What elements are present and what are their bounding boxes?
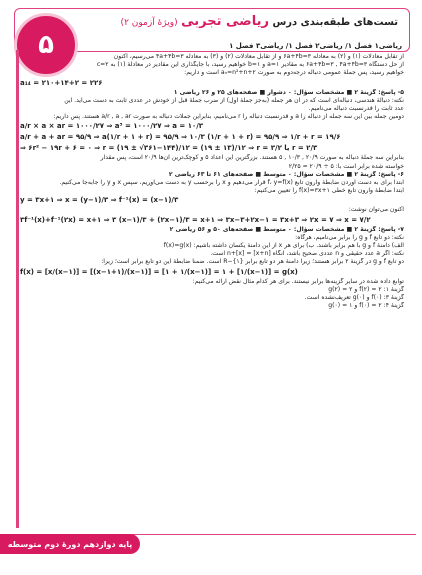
formula-line: a/r + a + ar = ۹۵/۹ ⇒ a(۱/r + ۱ + r) = ۹۵/۹ ⇒ ۱۰/۳ (۱/r + ۱ + r) = ۹۵/۹ ⇒ ۱/r + r = ۱۹/۶ — [20, 133, 341, 142]
formula-line: a/r × a × ar = ۱۰۰۰/۲۷ ⇒ a³ = ۱۰۰۰/۲۷ ⇒ a = ۱۰/۳ — [20, 122, 204, 131]
answer-heading: ۵- پاسخ: گزینهٔ ۲ ■ مشخصات سؤال: ۰ دشوار ■ صفحه‌های ۲۵ و ۲۶ ریاضی ۱ — [173, 88, 404, 96]
side-accent-bar — [16, 50, 19, 528]
formula-line: y = ۳x+۱ ⇒ x = (y−۱)/۳ ⇒ f⁻¹(x) = (x−۱)/۳ — [20, 196, 179, 205]
answer-heading: ۶- پاسخ: گزینهٔ ۲ ■ مشخصات سؤال: ۰ متوسط ■ صفحه‌های ۶۱ تا ۶۳ ریاضی ۲ — [168, 170, 404, 178]
text-line: اکنون می‌توان نوشت: — [348, 206, 404, 214]
text-line: بنابراین سه جملهٔ دنباله به صورت ۲۰/۹ , ۱۰/۳ , ۵ هستند. بزرگترین این اعداد ۵ و کوچک‌ترین آن‌ها ۲۰/۹ است، پس مقدار — [100, 154, 404, 162]
grade-footer: پایه‌ دوازدهم دورهٔ دوم متوسطه — [0, 534, 140, 554]
breadcrumb: ریاضی۱ فصل ۱/ ریاضی۲ فصل ۱/ ریاضی۳ فصل ۱ — [229, 42, 402, 50]
answer-heading: ۷- پاسخ: گزینهٔ ۲ ■ مشخصات سؤال: ۰ متوسط ■ صفحه‌های ۵۰ و ۵۶ ریاضی ۲ — [169, 225, 404, 233]
text-line: دومین جمله بین این سه جمله از دنباله را a و قدرنسبت دنباله را r می‌نامیم، بنابراین جملات دنباله به صورت a/r , a , ar هستند. پس داریم: — [53, 113, 404, 121]
text-line: گزینهٔ ۳: f(۰) و g(۰) تعریف‌نشده است. — [304, 294, 404, 302]
page-number-badge: ۵ — [14, 13, 78, 77]
formula-line: a₁₄ = ۲۱۰+۱۴+۲ = ۲۲۶ — [20, 78, 103, 87]
text-line: الف) دامنهٔ f و g با هم برابر باشند. ب) برای هر x از این دامنهٔ یکسان داشته باشیم: f(x)=g(x) — [163, 242, 404, 250]
text-line: خواهیم رسید، پس جملهٔ عمومی دنباله درجه‌دوم به صورت aₙ=n²+n+۲ است و داریم: — [184, 69, 404, 77]
text-line: دو تابع f و g در گزینهٔ ۲ برابر هستند؛ زیرا دامنهٔ هر دو تابع برابر R−{۱} است. ضمناً ضابطهٔ این دو تابع برابر است؛ زیرا: — [101, 258, 404, 266]
title-prefix: تست‌های طبقه‌بندی درس — [272, 17, 398, 28]
text-line: گزینهٔ ۱: f(۲) = ۲ و g(۲) = ۲ — [328, 285, 404, 293]
text-line: ابتدا ضابطهٔ وارون تابع خطی f(x)=۳x+۱ را تعیین می‌کنیم: — [254, 187, 404, 195]
text-line: از تقابل معادلات (۱) و (۲) به معادله ۶a+۴b=۳ و از تقابل معادلات (۲) و (۳) به معادله ۴a+۴b=۳ می‌رسیم، اکنون — [113, 53, 404, 60]
text-line: از حل دستگاه ۶a+۴b=۳ , ۴a+۴b=۳ به مقادیر ۱=a و ۱=b خواهیم رسید، با جایگذاری این مقادیر در معادلهٔ (۱) به c=۲ — [96, 61, 404, 69]
text-line: ابتدا برای به دست آوردن ضابطهٔ وارون تابع f، y=f(x) قرار می‌دهیم و x را برحسب y به دست می‌آوریم، سپس x و y را جابه‌جا می‌کنیم. — [59, 179, 404, 187]
text-line: توابع داده شده در سایر گزینه‌ها برابر نیستند. برای هر کدام مثال نقض ارائه می‌کنیم: — [192, 277, 404, 285]
formula-line: ۳f⁻¹(x)+f⁻¹(۲x) = x+۱ ⇒ ۳ (x−۱)/۳ + (۲x−۱)/۳ = x+۱ ⇒ ۳x−۳+۲x−۱ = ۳x+۳ ⇒ ۲x = ۷ ⇒ x = ۷/۲ — [20, 215, 371, 224]
text-line: گزینهٔ ۴: f(۰) = ۲ و g(۰) = ۱ — [328, 302, 404, 310]
text-line: نکته: دو تابع f و g را برابر می‌نامیم، هرگاه: — [295, 233, 404, 241]
formula-line: ⇒ ۶r² − ۱۹r + ۶ = ۰ ⇒ r = (۱۹ ± √۳۶۱−۱۴۴)/۱۲ = (۱۹ ± ۱۳)/۱۲ ⇒ r = ۳/۲ یا r = ۲/۳ — [20, 144, 318, 153]
formula-line: f(x) = [x/(x−۱)] = [(x−۱+۱)/(x−۱)] = [۱ + ۱/(x−۱)] = ۱ + [۱/(x−۱)] = g(x) — [20, 267, 298, 276]
text-line: عدد ثابت را قدرنسبت دنباله می‌نامیم. — [308, 105, 404, 113]
title-subtitle: (ویژهٔ آزمون ۲) — [120, 18, 178, 28]
solutions-content — [20, 53, 404, 531]
text-line: نکته: اگر a عدد حقیقی و n عددی صحیح باشد، آنگاه [x+n] = [x]+n است. — [210, 250, 404, 258]
text-line: نکته: دنبالهٔ هندسی، دنباله‌ای است که در آن هر جمله (به‌جز جملهٔ اول) از ضرب جملهٔ قبل از خودش در عددی ثابت به دست می‌آید. این — [64, 96, 404, 104]
text-line: خواسته شده برابر است با: ۵ ÷ ۲۰/۹ = ۲/۲۵ — [288, 162, 404, 170]
subject-title: ریاضی تجربی — [181, 14, 269, 29]
page-title — [121, 14, 398, 29]
